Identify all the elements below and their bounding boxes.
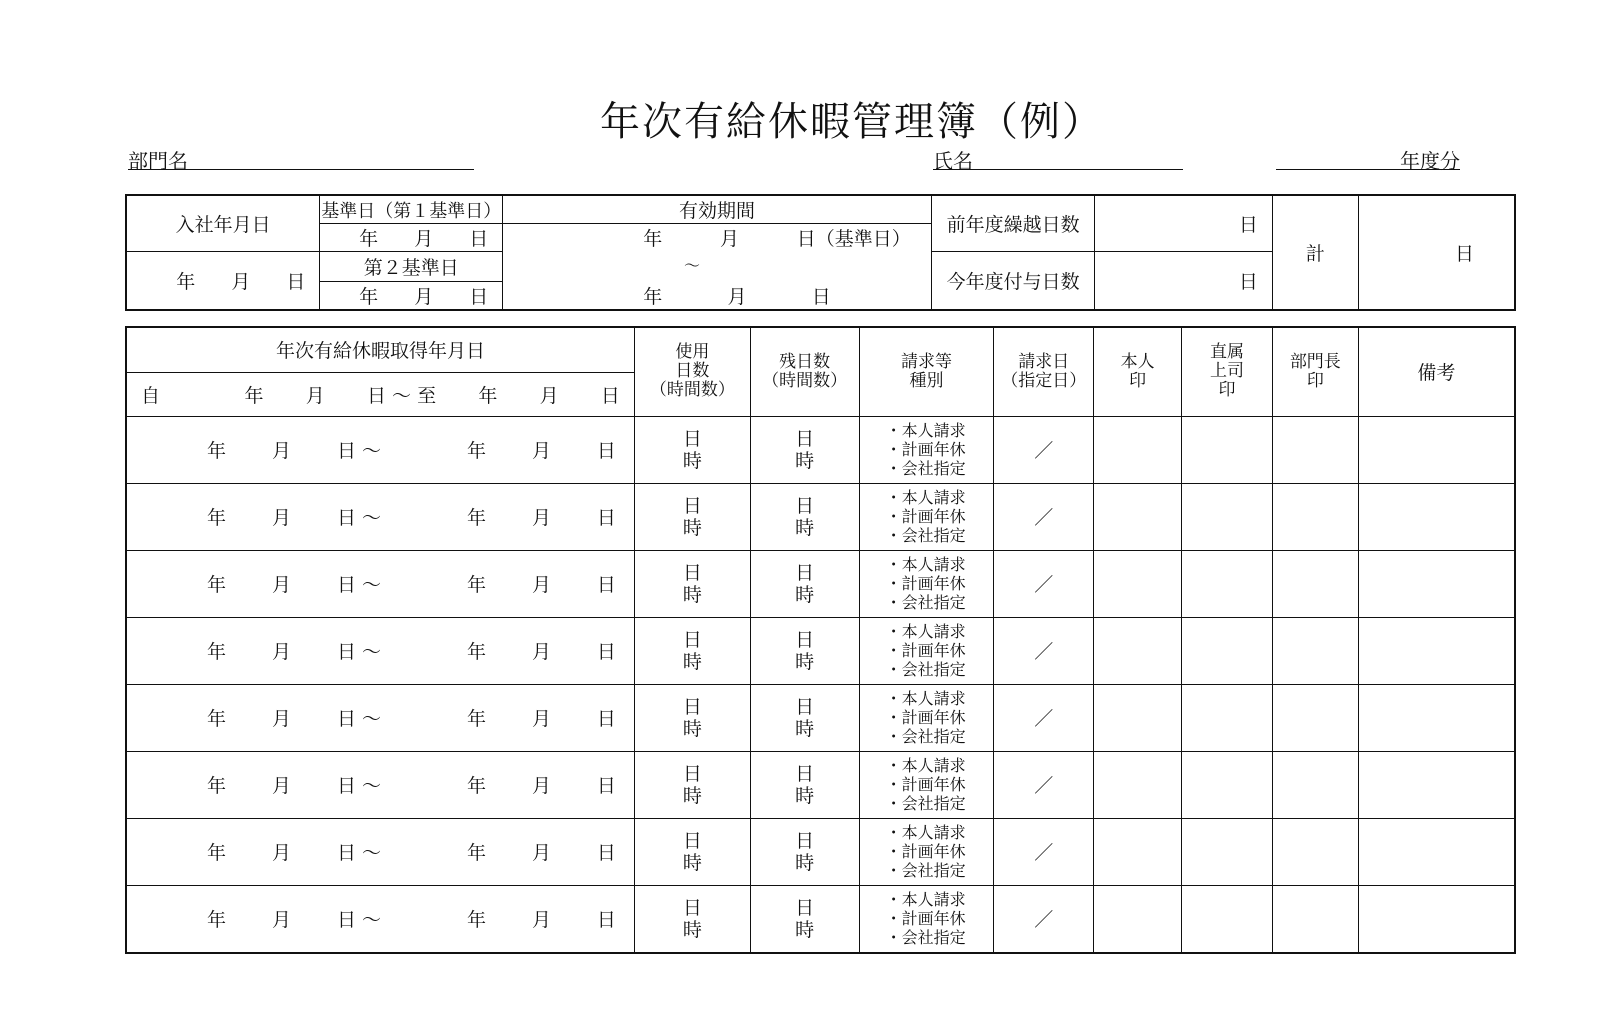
used-days-cell[interactable]: 日 時 xyxy=(634,617,750,684)
total-label: 計 xyxy=(1272,195,1358,310)
remaining-header: 残日数 （時間数） xyxy=(750,327,859,416)
hire-date-label: 入社年月日 xyxy=(126,195,320,252)
request-type-cell[interactable]: ・本人請求 ・計画年休 ・会社指定 xyxy=(859,751,994,818)
manager-seal-cell[interactable] xyxy=(1272,885,1358,953)
manager-seal-header: 部門長 印 xyxy=(1272,327,1358,416)
table-row xyxy=(126,885,1515,953)
request-type-cell[interactable]: ・本人請求 ・計画年休 ・会社指定 xyxy=(859,818,994,885)
remarks-cell[interactable] xyxy=(1358,751,1515,818)
table-row xyxy=(126,684,1515,751)
used-days-cell[interactable]: 日 時 xyxy=(634,751,750,818)
carryover-value[interactable]: 日 xyxy=(1095,195,1273,252)
self-seal-cell[interactable] xyxy=(1094,885,1182,953)
supervisor-seal-cell[interactable] xyxy=(1182,885,1273,953)
supervisor-seal-cell[interactable] xyxy=(1182,617,1273,684)
request-date-cell[interactable]: ／ xyxy=(994,751,1094,818)
remarks-header: 備考 xyxy=(1358,327,1515,416)
leave-period-cell[interactable]: 年 月 日 ～ 年 月 日 xyxy=(126,483,634,550)
table-row xyxy=(126,818,1515,885)
remaining-days-cell[interactable]: 日 時 xyxy=(750,416,859,483)
remarks-cell[interactable] xyxy=(1358,416,1515,483)
base-date2-label: 第２基準日 xyxy=(320,252,503,282)
name-label: 氏名 xyxy=(933,149,973,173)
fiscal-year-field[interactable] xyxy=(1276,145,1460,173)
supervisor-seal-cell[interactable] xyxy=(1182,751,1273,818)
request-type-cell[interactable]: ・本人請求 ・計画年休 ・会社指定 xyxy=(859,550,994,617)
leave-period-cell[interactable]: 年 月 日 ～ 年 月 日 xyxy=(126,751,634,818)
remaining-days-cell[interactable]: 日 時 xyxy=(750,885,859,953)
tilde: ～ xyxy=(684,256,701,275)
request-date-cell[interactable]: ／ xyxy=(994,684,1094,751)
period-header: 年次有給休暇取得年月日 xyxy=(126,327,634,372)
request-type-cell[interactable]: ・本人請求 ・計画年休 ・会社指定 xyxy=(859,416,994,483)
request-type-cell[interactable]: ・本人請求 ・計画年休 ・会社指定 xyxy=(859,885,994,953)
request-date-cell[interactable]: ／ xyxy=(994,416,1094,483)
self-seal-cell[interactable] xyxy=(1094,483,1182,550)
used-days-cell[interactable]: 日 時 xyxy=(634,550,750,617)
info-table xyxy=(125,194,1516,311)
remarks-cell[interactable] xyxy=(1358,684,1515,751)
request-type-cell[interactable]: ・本人請求 ・計画年休 ・会社指定 xyxy=(859,617,994,684)
supervisor-seal-cell[interactable] xyxy=(1182,483,1273,550)
manager-seal-cell[interactable] xyxy=(1272,550,1358,617)
manager-seal-cell[interactable] xyxy=(1272,684,1358,751)
base-date2-value[interactable]: 年 月 日 xyxy=(320,282,503,311)
manager-seal-cell[interactable] xyxy=(1272,483,1358,550)
base-date1-label: 基準日（第１基準日） xyxy=(320,195,503,224)
remaining-days-cell[interactable]: 日 時 xyxy=(750,617,859,684)
supervisor-seal-cell[interactable] xyxy=(1182,818,1273,885)
self-seal-cell[interactable] xyxy=(1094,684,1182,751)
self-seal-cell[interactable] xyxy=(1094,818,1182,885)
request-date-cell[interactable]: ／ xyxy=(994,550,1094,617)
self-seal-header: 本人 印 xyxy=(1094,327,1182,416)
leave-period-cell[interactable]: 年 月 日 ～ 年 月 日 xyxy=(126,550,634,617)
self-seal-cell[interactable] xyxy=(1094,416,1182,483)
remarks-cell[interactable] xyxy=(1358,550,1515,617)
manager-seal-cell[interactable] xyxy=(1272,751,1358,818)
table-row xyxy=(126,751,1515,818)
used-days-cell[interactable]: 日 時 xyxy=(634,684,750,751)
used-days-cell[interactable]: 日 時 xyxy=(634,818,750,885)
granted-value[interactable]: 日 xyxy=(1095,252,1273,311)
table-row xyxy=(126,617,1515,684)
valid-period-label: 有効期間 xyxy=(503,195,932,224)
self-seal-cell[interactable] xyxy=(1094,617,1182,684)
period-subheader: 自 年 月 日 ～ 至 年 月 日 xyxy=(126,372,634,416)
remaining-days-cell[interactable]: 日 時 xyxy=(750,751,859,818)
manager-seal-cell[interactable] xyxy=(1272,416,1358,483)
valid-period-value[interactable]: 年 月 日（基準日） ～ 年 月 日 xyxy=(503,224,932,311)
self-seal-cell[interactable] xyxy=(1094,550,1182,617)
request-type-cell[interactable]: ・本人請求 ・計画年休 ・会社指定 xyxy=(859,684,994,751)
leave-log-table xyxy=(125,326,1516,954)
table-row xyxy=(126,416,1515,483)
leave-period-cell[interactable]: 年 月 日 ～ 年 月 日 xyxy=(126,416,634,483)
table-row xyxy=(126,550,1515,617)
used-days-cell[interactable]: 日 時 xyxy=(634,416,750,483)
page-title: 年次有給休暇管理簿（例） xyxy=(600,99,1104,145)
remarks-cell[interactable] xyxy=(1358,885,1515,953)
name-field[interactable] xyxy=(933,145,1183,173)
request-date-header: 請求日 （指定日） xyxy=(994,327,1094,416)
leave-period-cell[interactable]: 年 月 日 ～ 年 月 日 xyxy=(126,684,634,751)
remarks-cell[interactable] xyxy=(1358,483,1515,550)
manager-seal-cell[interactable] xyxy=(1272,818,1358,885)
remarks-cell[interactable] xyxy=(1358,818,1515,885)
supervisor-seal-cell[interactable] xyxy=(1182,416,1273,483)
self-seal-cell[interactable] xyxy=(1094,751,1182,818)
request-type-cell[interactable]: ・本人請求 ・計画年休 ・会社指定 xyxy=(859,483,994,550)
department-field[interactable] xyxy=(128,145,474,173)
granted-label: 今年度付与日数 xyxy=(931,252,1095,311)
remaining-days-cell[interactable]: 日 時 xyxy=(750,483,859,550)
base-date1-value[interactable]: 年 月 日 xyxy=(320,224,503,252)
leave-period-cell[interactable]: 年 月 日 ～ 年 月 日 xyxy=(126,818,634,885)
used-days-cell[interactable]: 日 時 xyxy=(634,483,750,550)
manager-seal-cell[interactable] xyxy=(1272,617,1358,684)
supervisor-seal-cell[interactable] xyxy=(1182,550,1273,617)
hire-date-value[interactable]: 年 月 日 xyxy=(126,252,320,311)
supervisor-seal-cell[interactable] xyxy=(1182,684,1273,751)
used-days-cell[interactable]: 日 時 xyxy=(634,885,750,953)
remaining-days-cell[interactable]: 日 時 xyxy=(750,818,859,885)
total-value[interactable]: 日 xyxy=(1358,195,1515,310)
supervisor-seal-header: 直属 上司 印 xyxy=(1182,327,1273,416)
table-row xyxy=(126,483,1515,550)
department-label: 部門名 xyxy=(128,149,188,173)
leave-period-cell[interactable]: 年 月 日 ～ 年 月 日 xyxy=(126,885,634,953)
carryover-label: 前年度繰越日数 xyxy=(931,195,1095,252)
remarks-cell[interactable] xyxy=(1358,617,1515,684)
request-date-cell[interactable]: ／ xyxy=(994,617,1094,684)
leave-period-cell[interactable]: 年 月 日 ～ 年 月 日 xyxy=(126,617,634,684)
request-type-header: 請求等 種別 xyxy=(859,327,994,416)
remaining-days-cell[interactable]: 日 時 xyxy=(750,550,859,617)
remaining-days-cell[interactable]: 日 時 xyxy=(750,684,859,751)
fiscal-year-label: 年度分 xyxy=(1400,149,1460,173)
request-date-cell[interactable]: ／ xyxy=(994,818,1094,885)
used-header: 使用 日数 （時間数） xyxy=(634,327,750,416)
request-date-cell[interactable]: ／ xyxy=(994,885,1094,953)
request-date-cell[interactable]: ／ xyxy=(994,483,1094,550)
